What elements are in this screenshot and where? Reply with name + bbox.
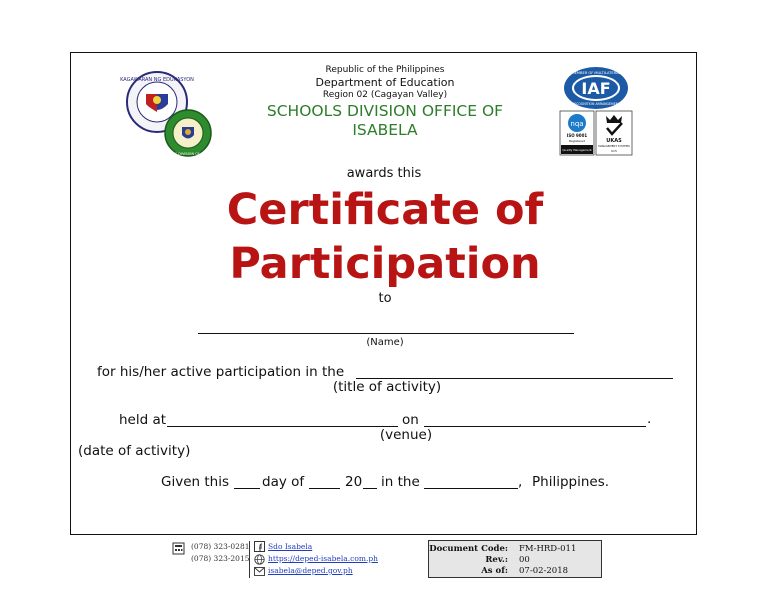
participation-text: for his/her active participation in the [97, 364, 345, 380]
footer-phone2: (078) 323-2015 [191, 554, 250, 563]
iaf-label: IAF [581, 79, 611, 98]
footer-divider [249, 541, 250, 578]
venue-caption: (venue) [379, 427, 433, 443]
doc-asof-value: 07-02-2018 [519, 566, 569, 576]
on-text: on [402, 412, 419, 428]
ukas-number: 015 [611, 149, 617, 153]
document-info-box [428, 540, 602, 578]
certificate-title-line2: Participation [229, 239, 541, 289]
to-text: to [378, 291, 392, 306]
place-line [424, 488, 518, 489]
header-republic: Republic of the Philippines [325, 65, 445, 75]
quality-label: Quality Management [562, 148, 592, 152]
nqa-label: nqa [570, 120, 584, 128]
iaf-bottom-text: RECOGNITION ARRANGEMENT [571, 102, 621, 106]
date-line-period: . [647, 411, 652, 427]
doc-rev-label: Rev.: [485, 555, 508, 565]
date-caption: (date of activity) [78, 443, 191, 459]
doc-asof-label: As of: [481, 566, 508, 576]
deped-seal-text: KAGAWARAN NG EDUKASYON [120, 77, 194, 83]
held-at-text: held at [119, 412, 167, 428]
name-line [198, 333, 574, 334]
certificate-title-line1: Certificate of [226, 185, 544, 235]
iaf-top-text: MEMBER OF MULTILATERAL [571, 71, 621, 75]
doc-rev-value: 00 [519, 555, 530, 565]
year-line [363, 488, 377, 489]
activity-caption: (title of activity) [332, 379, 442, 395]
header-department: Department of Education [315, 76, 455, 89]
place-line-comma: , [518, 474, 523, 490]
doc-code-label: Document Code: [429, 544, 508, 554]
venue-line [167, 426, 398, 427]
philippines-text: Philippines. [532, 474, 610, 490]
footer-facebook-link[interactable]: Sdo Isabela [268, 542, 313, 551]
year-prefix: 20 [345, 474, 363, 490]
iaf-logo [563, 66, 629, 110]
name-caption: (Name) [366, 337, 404, 348]
given-this-text: Given this [161, 474, 229, 490]
ukas-sub-label: MANAGEMENT SYSTEMS [598, 145, 630, 148]
email-icon [254, 567, 265, 576]
ukas-label: UKAS [606, 138, 622, 144]
division-seal-logo [160, 108, 216, 158]
header-region: Region 02 (Cagayan Valley) [322, 90, 448, 100]
footer-phone1: (078) 323-0281 [191, 542, 250, 551]
doc-code-value: FM-HRD-011 [519, 544, 577, 554]
division-seal-text: SCHOOLS DIVISION OF ISABELA [160, 152, 216, 156]
footer-website-link[interactable]: https://deped-isabela.com.ph [268, 554, 378, 563]
nqa-iso-badge [560, 111, 594, 155]
footer-email-link[interactable]: isabela@deped.gov.ph [268, 566, 353, 575]
date-line [424, 426, 646, 427]
in-the-text: in the [381, 474, 420, 490]
phone-icon [172, 542, 185, 555]
header-office-line2: ISABELA [352, 121, 418, 139]
header-office-line1: SCHOOLS DIVISION OFFICE OF [266, 102, 504, 120]
iso-label: ISO 9001 [566, 133, 588, 138]
ukas-badge [596, 111, 632, 155]
globe-icon [254, 554, 265, 565]
facebook-icon [254, 541, 265, 552]
day-line [234, 488, 260, 489]
month-line [309, 488, 340, 489]
awards-text: awards this [346, 166, 422, 181]
day-of-text: day of [262, 474, 305, 490]
registered-label: Registered [568, 139, 586, 143]
